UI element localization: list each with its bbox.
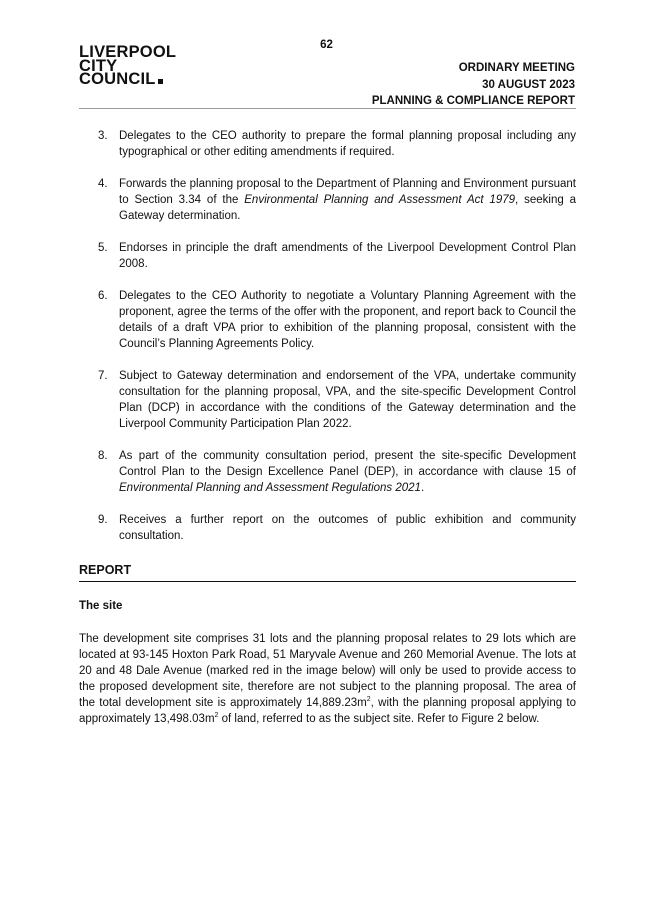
recommendation-list	[79, 128, 576, 560]
item-number: 8.	[98, 450, 108, 462]
list-item	[79, 448, 576, 496]
logo-line-3: COUNCIL	[79, 70, 156, 88]
meeting-info	[372, 60, 575, 110]
item-text: Delegates to the CEO Authority to negotiate a Voluntary Planning Agreement with the proponent, agree the terms of the offer with the proponent, and report back to Council the details of a draft VPA prior to exhibition of the planning proposal, consistent with the Council’s Planning Agreements Policy.	[119, 290, 576, 350]
list-item	[79, 128, 576, 160]
council-logo	[79, 43, 177, 88]
list-item	[79, 240, 576, 272]
superscript-2: 2	[214, 712, 219, 720]
page-number: 62	[320, 39, 333, 51]
regulation-title: Environmental Planning and Assessment Regulations 2021	[119, 482, 421, 494]
item-text: Subject to Gateway determination and endorsement of the VPA, undertake community consultation for the planning proposal, VPA, and the site-specific Development Control Plan (DCP) in accordance with the conditions of the Gateway determination and the Liverpool Community Participation Plan 2022.	[119, 370, 576, 430]
item-text-pre: Forwards the planning proposal to the Department of Planning and Environment pursuant to Section 3.34 of the	[119, 178, 576, 206]
header-divider	[79, 108, 576, 109]
item-text-post: , seeking a Gateway determination.	[119, 194, 576, 222]
para-part-2: , with the planning proposal applying to approximately 13,498.03m	[79, 697, 576, 725]
item-text	[119, 176, 576, 224]
report-heading: REPORT	[79, 563, 576, 582]
site-paragraph	[79, 631, 576, 727]
item-text: Endorses in principle the draft amendments of the Liverpool Development Control Plan 2008.	[119, 242, 576, 270]
list-item	[79, 368, 576, 432]
logo-dot-icon	[158, 79, 163, 84]
report-type: PLANNING & COMPLIANCE REPORT	[371, 95, 575, 107]
logo-line-2: CITY	[79, 56, 118, 75]
act-title: Environmental Planning and Assessment Act 1979	[244, 194, 516, 206]
list-item	[79, 176, 576, 224]
item-text-pre: As part of the community consultation period, present the site-specific Development Control Plan to the Design Excellence Panel (DEP), in accordance with clause 15 of	[119, 450, 576, 478]
para-part-1: The development site comprises 31 lots and the planning proposal relates to 29 lots which are located at 93-145 Hoxton Park Road, 51 Maryvale Avenue and 260 Memorial Avenue. The lots at 20 and 48 Dale Avenue (marked red in the image below) will only be used to provide access to the proposed development site, therefore are not subject to the planning proposal. The area of the total development site is approximately 14,889.23m	[79, 633, 576, 709]
item-number: 3.	[98, 130, 108, 142]
list-item	[79, 512, 576, 544]
superscript-1: 2	[366, 696, 371, 704]
meeting-date: 30 AUGUST 2023	[482, 78, 575, 91]
item-text: Receives a further report on the outcomes of public exhibition and community consultation.	[119, 514, 576, 542]
meeting-title: ORDINARY MEETING	[458, 62, 575, 74]
item-text	[119, 448, 576, 496]
item-text: Delegates to the CEO authority to prepare the formal planning proposal including any typographical or other editing amendments if required.	[119, 130, 576, 158]
item-number: 4.	[98, 178, 108, 190]
item-text-post: .	[420, 482, 425, 494]
site-heading: The site	[79, 600, 123, 612]
item-number: 6.	[98, 290, 108, 302]
para-part-3: of land, referred to as the subject site. Refer to Figure 2 below.	[218, 713, 540, 725]
item-number: 9.	[98, 514, 108, 526]
list-item	[79, 288, 576, 352]
logo-line-3-wrap	[79, 70, 176, 88]
logo-line-1: LIVERPOOL	[79, 43, 177, 61]
item-number: 5.	[98, 242, 108, 254]
item-number: 7.	[98, 370, 108, 382]
